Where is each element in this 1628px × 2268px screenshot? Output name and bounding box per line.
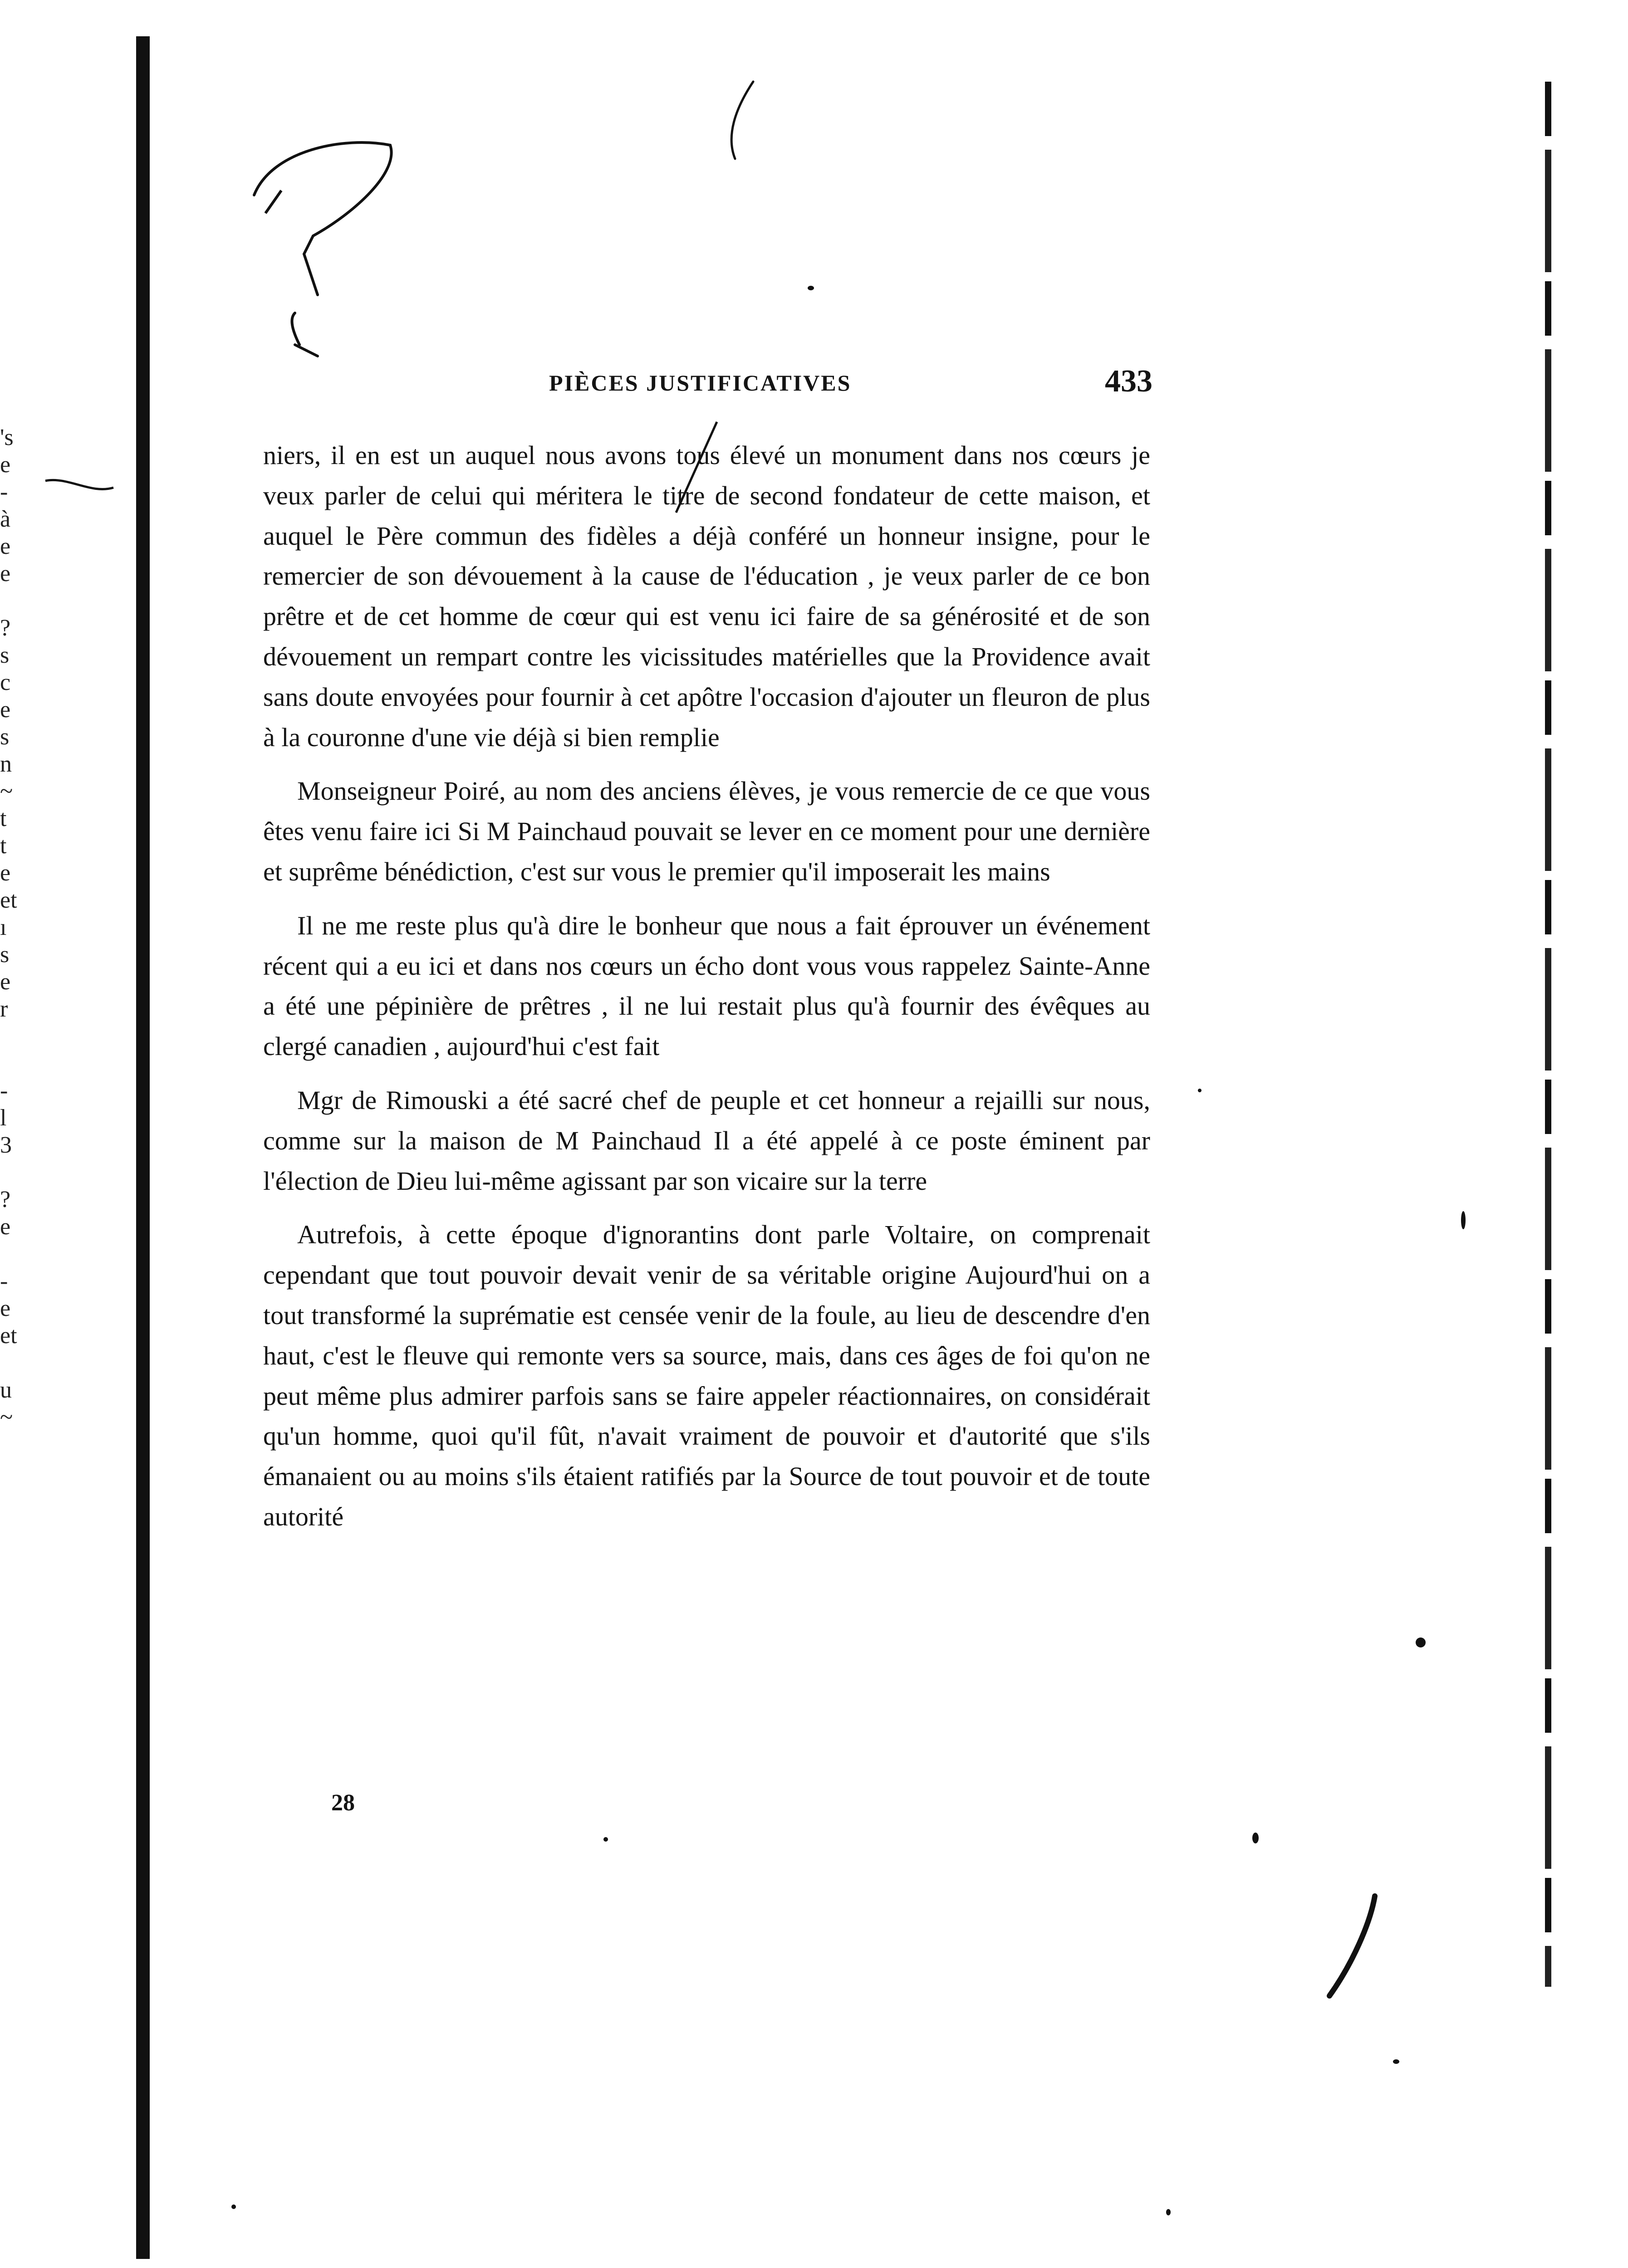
page-number: 433 [1105,364,1152,399]
margin-fragment: r [0,996,8,1022]
scan-speck [1393,2059,1399,2064]
running-title: PIÈCES JUSTIFICATIVES [549,370,852,396]
margin-fragment: e [0,1295,11,1321]
margin-fragment: et [0,887,17,913]
margin-fragment: 3 [0,1132,12,1158]
margin-fragment: - [0,1268,8,1294]
margin-fragment: e [0,860,11,886]
margin-fragment: t [0,833,7,859]
page-body [263,435,1150,1537]
paragraph: Monseigneur Poiré, au nom des anciens élèves, je vous remercie de ce que vous êtes venu faire ici Si M Painchaud pouvait se lever en ce moment pour une dernière et suprême bénédiction, c'est sur vous le premier qu'il imposerait les mains [263,776,1150,886]
scan-speck [1166,2209,1171,2215]
margin-fragment: u [0,1377,12,1403]
margin-fragment: l [0,1105,7,1131]
margin-fragment: e [0,969,11,995]
scan-speck [808,286,814,290]
margin-fragment: - [0,479,8,505]
scan-speck [1416,1637,1426,1647]
margin-fragment: c [0,670,11,695]
margin-fragment: e [0,452,11,478]
margin-fragment: e [0,697,11,723]
margin-fragment: ? [0,1187,11,1212]
running-header [549,364,1152,406]
margin-fragment: e [0,1214,11,1240]
paragraph: Il ne me reste plus qu'à dire le bonheur que nous a fait éprouver un événement récent qui a eu ici et dans nos cœurs un écho dont vous vous rappelez Sainte-Anne a été une pépinière de prêtres , il ne lui restait plus qu'à fournir des évêques au clergé canadien , aujourd'hui c'est fait [263,910,1150,1061]
margin-fragment: ? [0,615,11,641]
margin-fragment: s [0,942,10,968]
margin-fragment: ı [0,914,7,940]
margin-fragment: e [0,561,11,587]
scan-speck [231,2204,236,2209]
paragraph: Mgr de Rimouski a été sacré chef de peuple et cet honneur a rejailli sur nous, comme sur la maison de M Painchaud Il a été appelé à ce poste éminent par l'élection de Dieu lui-même agissant par son vicaire sur la terre [263,1085,1150,1196]
scan-speck [1252,1833,1259,1843]
paragraph: Autrefois, à cette époque d'ignorantins dont parle Voltaire, on comprenait cependant que tout pouvoir devait venir de sa véritable origine Aujourd'hui on a tout transformé la suprématie est censée venir de la foule, au lieu de descendre d'en haut, c'est le fleuve qui remonte vers sa source, mais, dans ces âges de foi qu'on ne peut même plus admirer parfois sans se faire appeler réactionnaires, on considérait qu'un homme, quoi qu'il fût, n'avait vraiment de pouvoir et d'autorité que s'ils émanaient ou au moins s'ils étaient ratifiés par la Source de tout pouvoir et de toute autorité [263,1220,1150,1531]
margin-fragment: s [0,642,10,668]
margin-fragment: e [0,533,11,559]
margin-fragment: - [0,1078,8,1104]
margin-fragment: t [0,806,7,831]
margin-fragment: s [0,724,10,750]
margin-fragment: à [0,506,11,532]
scan-speck [603,1837,608,1842]
margin-fragment: ~ [0,1404,13,1430]
scan-speck [1198,1089,1201,1092]
signature-mark: 28 [331,1790,355,1816]
scan-speck [1461,1211,1466,1229]
margin-fragment: et [0,1323,17,1349]
margin-fragment: ~ [0,778,13,804]
paragraph: niers, il en est un auquel nous avons tous élevé un monument dans nos cœurs je veux parler de celui qui méritera le titre de second fondateur de cette maison, et auquel le Père commun des fidèles a déjà conféré un honneur insigne, pour le remercier de son dévouement à la cause de l'éducation , je veux parler de ce bon prêtre et de cet homme de cœur qui est venu ici faire de sa générosité et de son dévouement un rempart contre les vicissitudes matérielles que la Providence avait sans doute envoyées pour fournir à cet apôtre l'occasion d'ajouter un fleuron de plus à la couronne d'une vie déjà si bien remplie [263,440,1150,752]
margin-fragment: n [0,751,12,777]
margin-fragment: 's [0,425,14,450]
